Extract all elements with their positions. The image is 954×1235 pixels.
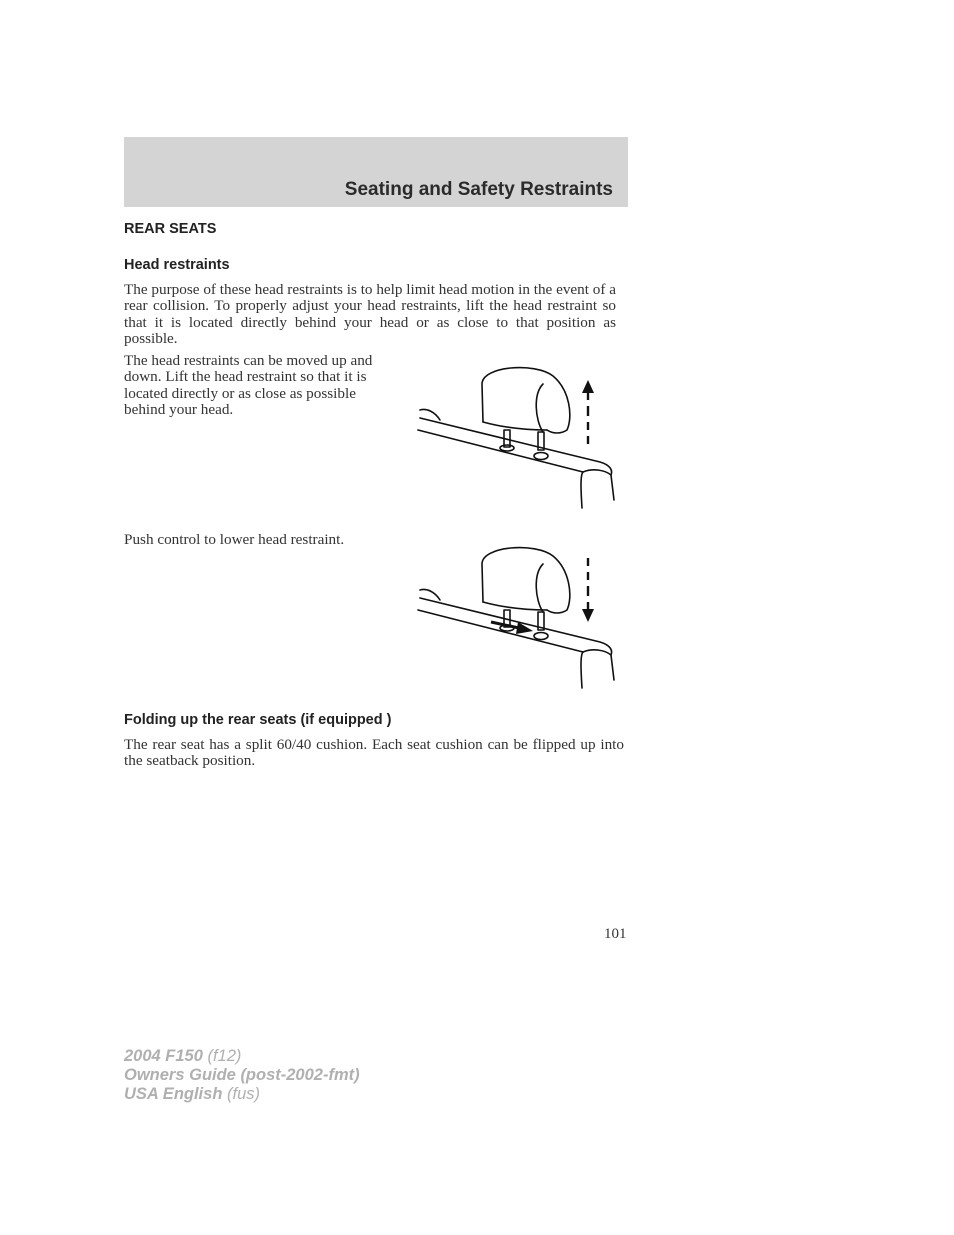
paragraph-push: Push control to lower head restraint.	[124, 531, 345, 548]
section-header-band	[124, 137, 628, 207]
document-footer	[124, 1047, 360, 1104]
footer-model: 2004 F150	[124, 1047, 203, 1065]
arrow-up-icon	[582, 380, 594, 393]
head-restraint-raise-illustration	[415, 362, 621, 512]
paragraph-purpose: The purpose of these head restraints is to help limit head motion in the event of a rear collision. To properly adjust your head restraints, lift the head restraint so that it is located directly behind your head or as close to that position as possible.	[124, 281, 616, 347]
heading-folding-rear-seats: Folding up the rear seats (if equipped )	[124, 712, 392, 728]
arrow-down-icon	[582, 609, 594, 622]
footer-model-code: (f12)	[202, 1047, 242, 1065]
footer-language: USA English	[124, 1085, 223, 1103]
footer-language-code: (fus)	[222, 1085, 260, 1103]
footer-guide: Owners Guide (post-2002-fmt)	[124, 1066, 360, 1084]
head-restraint-lower-illustration	[415, 542, 621, 692]
paragraph-moved: The head restraints can be moved up and down. Lift the head restraint so that it is located directly or as close as possible behind your head.	[124, 352, 373, 418]
heading-head-restraints: Head restraints	[124, 257, 230, 273]
heading-rear-seats: REAR SEATS	[124, 221, 217, 237]
paragraph-folding: The rear seat has a split 60/40 cushion. Each seat cushion can be flipped up into the seatback position.	[124, 736, 624, 770]
page-number: 101	[604, 926, 627, 942]
section-title: Seating and Safety Restraints	[344, 179, 613, 200]
